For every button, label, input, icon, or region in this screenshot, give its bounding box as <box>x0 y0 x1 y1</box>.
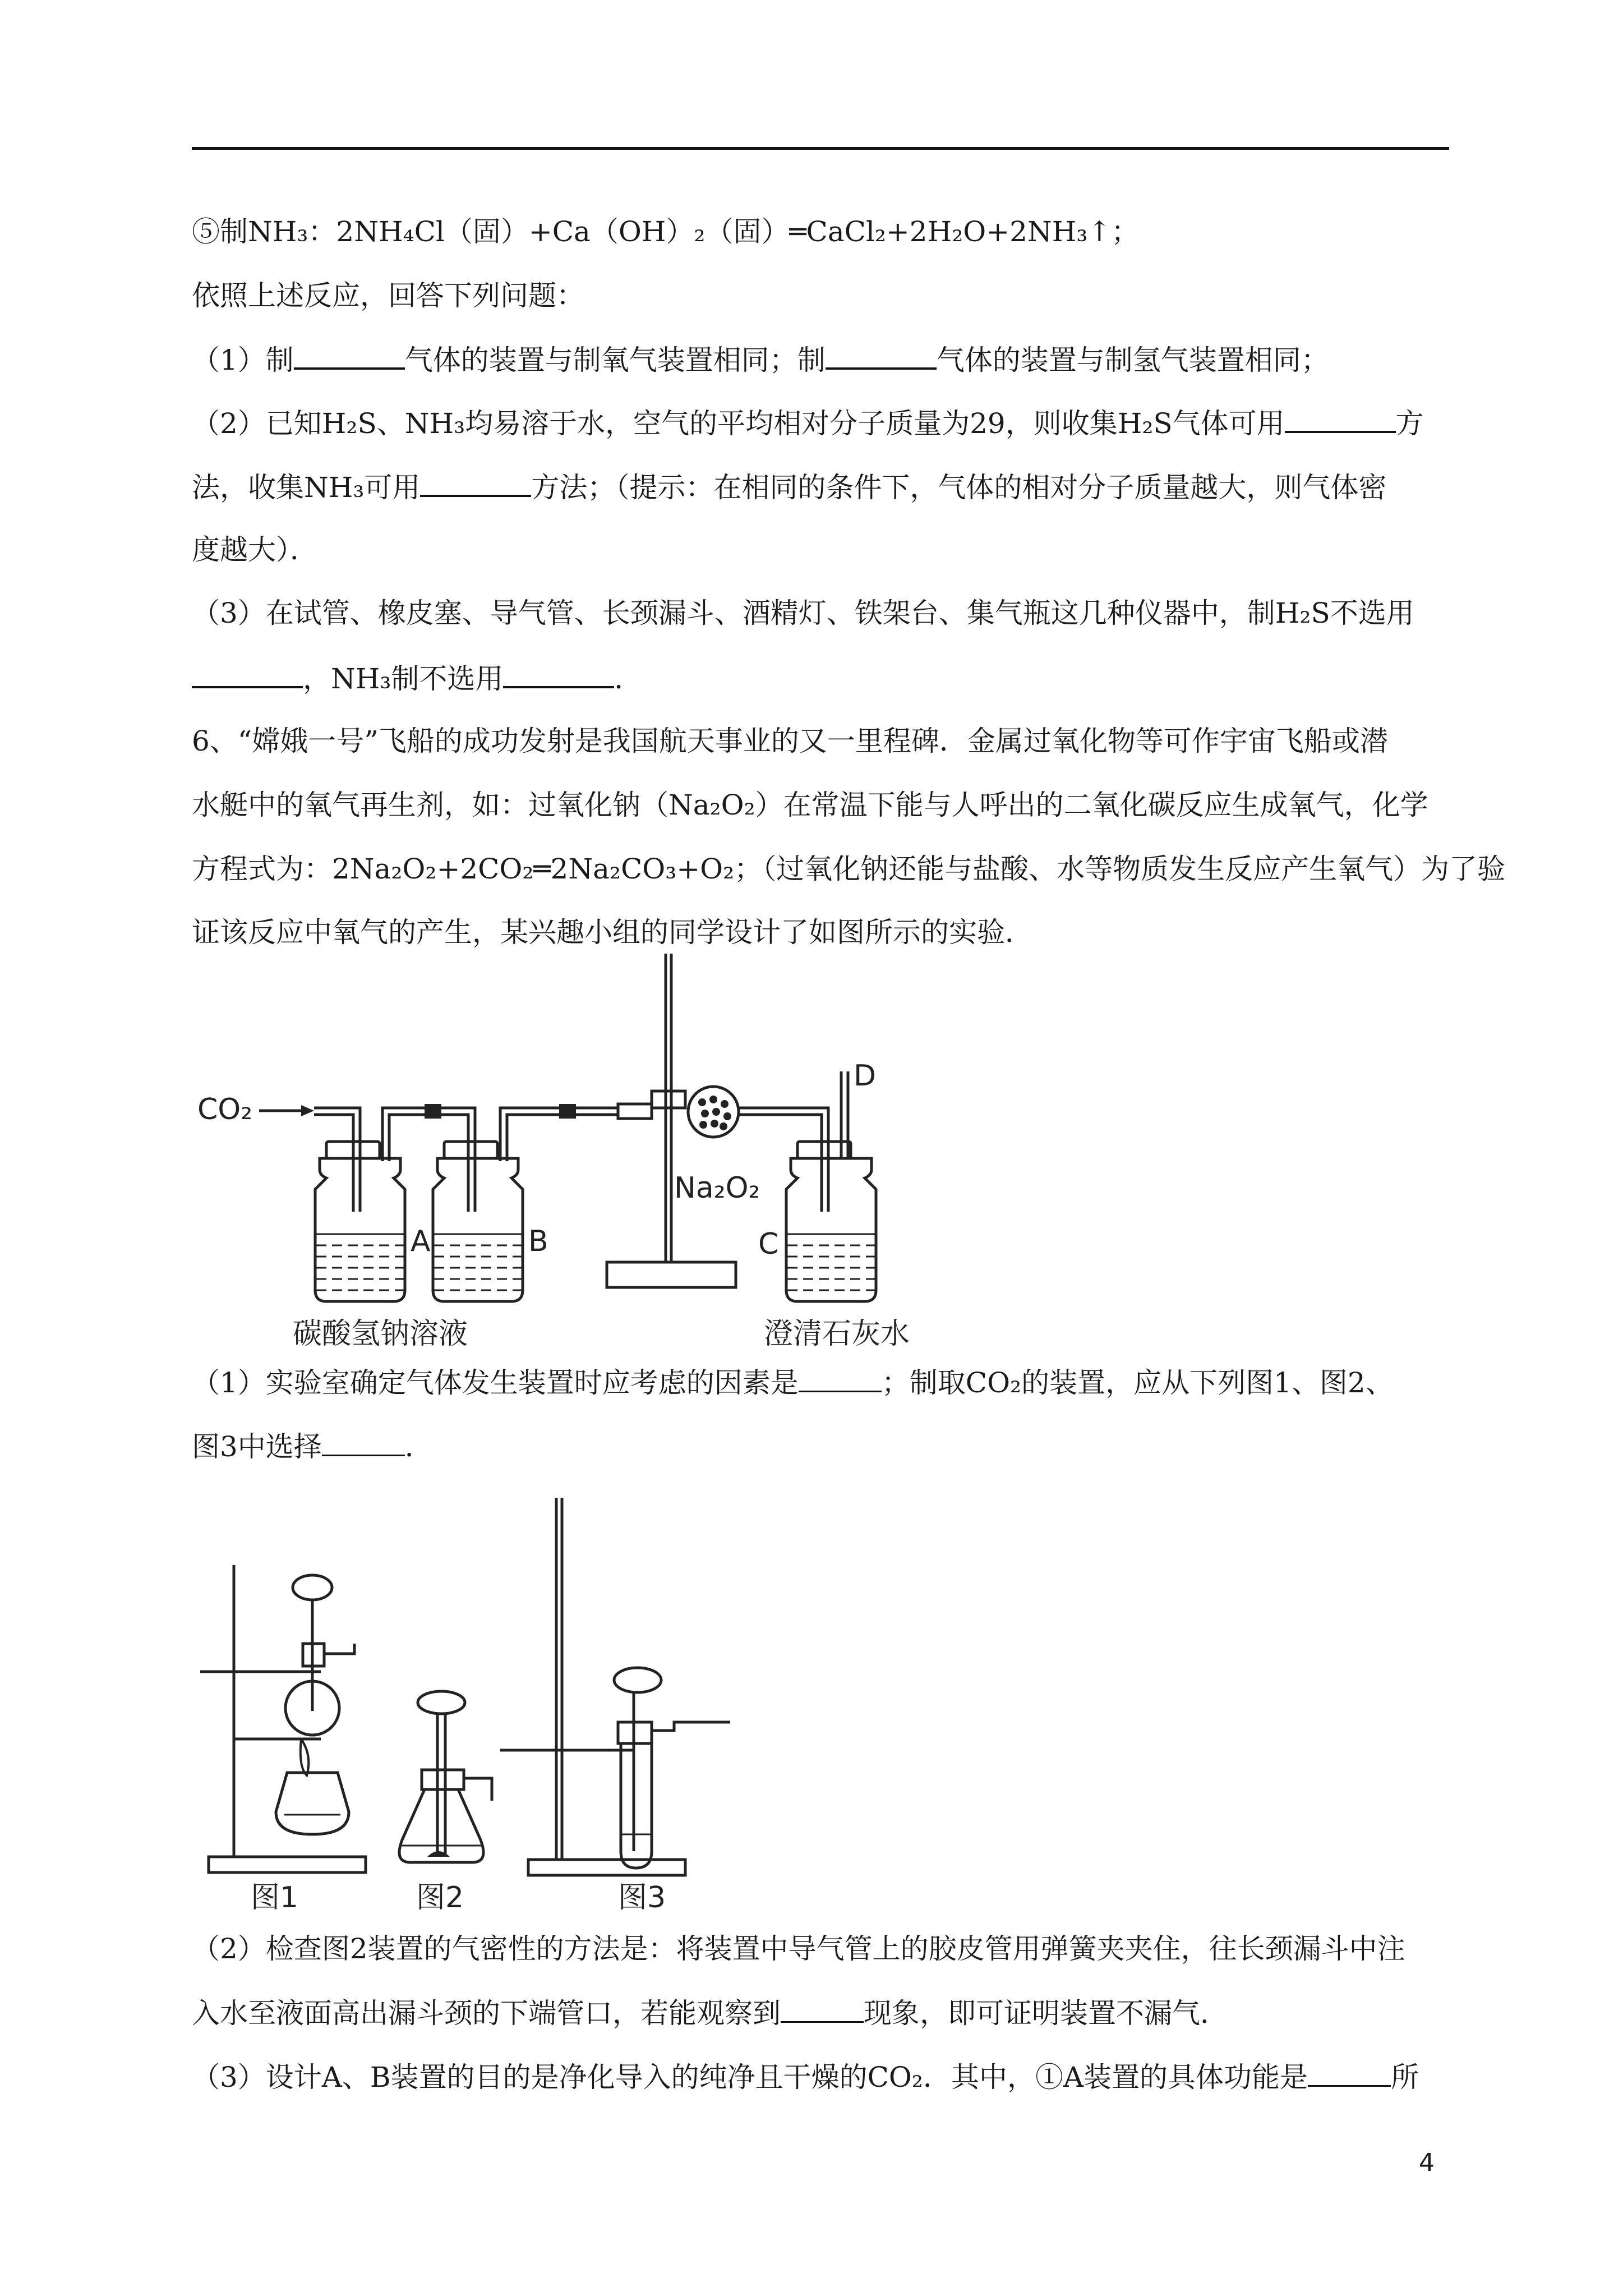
text-line-5: 法，收集NH₃可用 方法；（提示：在相同的条件下，气体的相对分子质量越大，则气体密 <box>192 469 1386 504</box>
figure-1-label: 图1 <box>251 1881 299 1913</box>
text-line-7: （3）在试管、橡皮塞、导气管、长颈漏斗、酒精灯、铁架台、集气瓶这几种仪器中，制H₂S不选用 <box>192 597 1414 629</box>
na2o2-label: Na₂O₂ <box>674 1171 760 1205</box>
text-line-4: （2）已知H₂S、NH₃均易溶于水，空气的平均相对分子质量为29，则收集H₂S气体可用 方 <box>192 405 1424 440</box>
header-rule <box>192 147 1449 150</box>
figure-3-label: 图3 <box>618 1881 666 1913</box>
page-number: 4 <box>1419 2148 1435 2177</box>
text-line-1: ⑤制NH₃：2NH₄Cl（固）+Ca（OH）₂（固）═CaCl₂+2H₂O+2NH₃↑； <box>192 215 1140 248</box>
figure-2-apparatus <box>399 1691 492 1862</box>
figure-1-apparatus <box>200 1565 366 1872</box>
co2-label: CO₂ <box>197 1093 253 1126</box>
text-line-10: 水艇中的氧气再生剂，如：过氧化钠（Na₂O₂）在常温下能与人呼出的二氧化碳反应生成氧气，化学 <box>192 789 1428 821</box>
text-line-3: （1）制 气体的装置与制氧气装置相同；制 气体的装置与制氢气装置相同； <box>192 342 1329 377</box>
outlet-d-label: D <box>854 1059 877 1093</box>
text-line-16: 入水至液面高出漏斗颈的下端管口，若能观察到 现象，即可证明装置不漏气． <box>192 1995 1228 2030</box>
text-line-12: 证该反应中氧气的产生，某兴趣小组的同学设计了如图所示的实验． <box>192 916 1033 949</box>
text-line-11: 方程式为：2Na₂O₂+2CO₂═2Na₂CO₃+O₂；（过氧化钠还能与盐酸、水等物质发生反应产生氧气）为了验 <box>192 853 1506 885</box>
generator-figures <box>192 1475 753 1913</box>
text-line-6: 度越大）． <box>192 533 318 566</box>
text-line-9: 6、“嫦娥一号”飞船的成功发射是我国航天事业的又一里程碑．金属过氧化物等可作宇宙飞船或潜 <box>192 725 1388 757</box>
apparatus-figure <box>192 948 932 1352</box>
text-line-13: （1）实验室确定气体发生装置时应考虑的因素是 ；制取CO₂的装置，应从下列图1、图2、 <box>192 1365 1394 1400</box>
bottle-b-label: B <box>528 1225 548 1258</box>
bottle-c-label: C <box>758 1227 779 1261</box>
text-line-8: ，NH₃制不选用 ． <box>192 660 642 696</box>
text-line-14: 图3中选择 ． <box>192 1429 433 1464</box>
figure-3-apparatus <box>500 1498 730 1875</box>
text-line-15: （2）检查图2装置的气密性的方法是：将装置中导气管上的胶皮管用弹簧夹夹住，往长颈漏斗中注 <box>192 1932 1405 1965</box>
caption-lime-water: 澄清石灰水 <box>764 1317 910 1351</box>
bottle-a-label: A <box>411 1225 431 1258</box>
text-line-17: （3）设计A、B装置的目的是净化导入的纯净且干燥的CO₂．其中，①A装置的具体功能是 所 <box>192 2059 1419 2094</box>
text-line-2: 依照上述反应，回答下列问题： <box>192 279 584 312</box>
figure-2-label: 图2 <box>416 1881 464 1913</box>
caption-sodium-bicarbonate: 碳酸氢钠溶液 <box>293 1317 468 1351</box>
